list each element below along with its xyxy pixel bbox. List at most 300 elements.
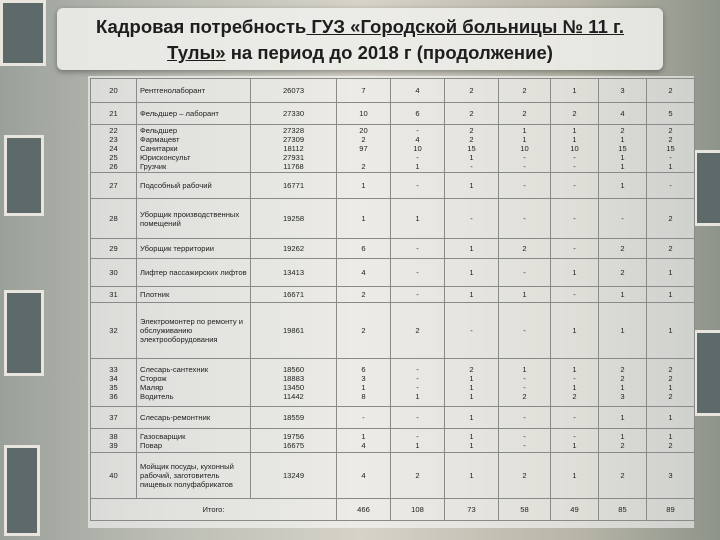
value-cell (337, 199, 391, 239)
value-cell (647, 407, 695, 429)
profession-code (251, 359, 337, 407)
row-number (91, 199, 137, 239)
cell-line: Рентгенолаборант (140, 86, 206, 95)
profession-code (251, 79, 337, 103)
cell-line: 1 (361, 181, 366, 190)
value-cell (551, 173, 599, 199)
profession-code (251, 239, 337, 259)
cell-line: Водитель (140, 391, 174, 401)
cell-line: 10 (413, 144, 422, 153)
cell-line: 1 (361, 382, 366, 392)
row-number (91, 359, 137, 407)
cell-line: 1 (469, 290, 474, 299)
cell-line: 2 (469, 126, 474, 135)
profession-name (137, 239, 251, 259)
profession-code (251, 303, 337, 359)
value-cell (445, 79, 499, 103)
cell-line: Слесарь-ремонтник (140, 413, 211, 422)
value-cell (337, 173, 391, 199)
cell-line: 18560 (282, 364, 305, 374)
cell-line: 15 (666, 144, 675, 153)
value-cell (647, 79, 695, 103)
cell-line: 29 (109, 244, 118, 253)
cell-line: 2 (620, 364, 625, 374)
cell-line: - (523, 326, 526, 335)
cell-line: 2 (361, 135, 366, 144)
value-cell (337, 407, 391, 429)
total-row (91, 499, 695, 521)
value-cell (337, 359, 391, 407)
cell-line (340, 153, 387, 162)
value-cell (337, 303, 391, 359)
total-value: 466 (337, 499, 391, 521)
cell-line: 2 (668, 135, 673, 144)
cell-line: 2 (522, 471, 527, 480)
value-cell (391, 429, 445, 453)
cell-line: Повар (140, 440, 163, 450)
cell-line: 19861 (282, 326, 305, 335)
value-cell (551, 359, 599, 407)
cell-line: 39 (109, 440, 118, 450)
cell-line: 5 (668, 109, 673, 118)
cell-line: 2 (620, 471, 625, 480)
value-cell (499, 79, 551, 103)
value-cell (499, 359, 551, 407)
cell-line: 19756 (282, 431, 305, 441)
cell-line: 6 (415, 109, 420, 118)
row-number (91, 429, 137, 453)
table-row (91, 303, 695, 359)
cell-line: - (523, 162, 526, 171)
cell-line: 7 (361, 86, 366, 95)
cell-line: 1 (572, 440, 577, 450)
profession-name (137, 259, 251, 287)
cell-line: - (573, 431, 576, 441)
cell-line: - (416, 431, 419, 441)
cell-line: Лифтер пассажирских лифтов (140, 268, 247, 277)
value-cell (647, 103, 695, 125)
cell-line: 28 (109, 214, 118, 223)
cell-line: Сторож (140, 373, 167, 383)
cell-line: 1 (469, 244, 474, 253)
cell-line: Уборщик производственных помещений (140, 209, 240, 228)
cell-line: - (669, 153, 672, 162)
cell-line: 1 (668, 162, 673, 171)
cell-line: 2 (522, 391, 527, 401)
value-cell (391, 287, 445, 303)
profession-name (137, 359, 251, 407)
cell-line: - (470, 162, 473, 171)
value-cell (647, 303, 695, 359)
cell-line: Фельдшер (140, 126, 178, 135)
value-cell (337, 429, 391, 453)
cell-line: 2 (522, 109, 527, 118)
table-row (91, 359, 695, 407)
profession-name (137, 103, 251, 125)
cell-line: 2 (620, 440, 625, 450)
value-cell (499, 407, 551, 429)
value-cell (599, 429, 647, 453)
cell-line: 2 (668, 440, 673, 450)
profession-name (137, 173, 251, 199)
cell-line: 1 (469, 153, 474, 162)
total-value: 85 (599, 499, 647, 521)
cell-line: 2 (361, 162, 366, 171)
cell-line: 1 (620, 431, 625, 441)
title-line2-underlined: Тулы» (167, 42, 226, 63)
value-cell (337, 103, 391, 125)
cell-line: - (416, 153, 419, 162)
cell-line: 13450 (282, 382, 305, 392)
cell-line: 4 (361, 471, 366, 480)
value-cell (445, 125, 499, 173)
cell-line: 1 (620, 382, 625, 392)
profession-name (137, 125, 251, 173)
cell-line: 32 (109, 326, 118, 335)
cell-line: 6 (361, 364, 366, 374)
row-number (91, 79, 137, 103)
cell-line: 18559 (282, 413, 305, 422)
table-row (91, 173, 695, 199)
value-cell (445, 453, 499, 499)
cell-line: 20 (359, 126, 368, 135)
profession-code (251, 173, 337, 199)
value-cell (599, 239, 647, 259)
cell-line: - (523, 268, 526, 277)
value-cell (551, 287, 599, 303)
cell-line: 2 (668, 214, 673, 223)
cell-line: 4 (361, 268, 366, 277)
cell-line: - (573, 290, 576, 299)
cell-line: 3 (620, 86, 625, 95)
profession-name (137, 453, 251, 499)
value-cell (445, 259, 499, 287)
cell-line: 1 (469, 391, 474, 401)
value-cell (551, 79, 599, 103)
cell-line: 1 (668, 290, 673, 299)
table-row (91, 199, 695, 239)
cell-line: 2 (415, 326, 420, 335)
value-cell (499, 125, 551, 173)
cell-line: 2 (620, 373, 625, 383)
value-cell (551, 259, 599, 287)
value-cell (445, 407, 499, 429)
value-cell (391, 103, 445, 125)
profession-code (251, 429, 337, 453)
cell-line: 1 (415, 391, 420, 401)
row-number (91, 103, 137, 125)
value-cell (337, 125, 391, 173)
cell-line: 13413 (282, 268, 305, 277)
value-cell (599, 453, 647, 499)
table-row (91, 259, 695, 287)
cell-line: Слесарь-сантехник (140, 364, 209, 374)
value-cell (445, 303, 499, 359)
cell-line: 2 (668, 391, 673, 401)
row-number (91, 239, 137, 259)
cell-line: 21 (109, 109, 118, 118)
cell-line: 2 (668, 373, 673, 383)
value-cell (551, 407, 599, 429)
value-cell (647, 199, 695, 239)
cell-line: 3 (620, 391, 625, 401)
cell-line: 27 (109, 181, 118, 190)
cell-line: 16771 (282, 181, 305, 190)
cell-line: 35 (109, 382, 118, 392)
value-cell (445, 239, 499, 259)
cell-line: 37 (109, 413, 118, 422)
cell-line: - (523, 413, 526, 422)
cell-line: - (470, 214, 473, 223)
value-cell (599, 79, 647, 103)
cell-line: 1 (620, 181, 625, 190)
cell-line: 2 (469, 86, 474, 95)
cell-line: - (416, 181, 419, 190)
value-cell (499, 173, 551, 199)
value-cell (337, 239, 391, 259)
cell-line: 26073 (282, 86, 305, 95)
value-cell (445, 173, 499, 199)
cell-line: - (523, 153, 526, 162)
value-cell (599, 173, 647, 199)
profession-name (137, 79, 251, 103)
cell-line: Плотник (140, 290, 170, 299)
cell-line: - (416, 268, 419, 277)
value-cell (599, 103, 647, 125)
value-cell (445, 287, 499, 303)
cell-line: 27330 (282, 109, 305, 118)
cell-line: 10 (570, 144, 579, 153)
table-row (91, 429, 695, 453)
cell-line: 19262 (282, 244, 305, 253)
cell-line: 1 (620, 413, 625, 422)
cell-line: 10 (359, 109, 368, 118)
value-cell (337, 453, 391, 499)
cell-line: 22 (109, 126, 118, 135)
value-cell (599, 407, 647, 429)
profession-name (137, 407, 251, 429)
cell-line: 1 (469, 382, 474, 392)
cell-line: 1 (572, 135, 577, 144)
cell-line: 1 (522, 290, 527, 299)
total-label: Итого: (91, 499, 337, 521)
value-cell (599, 125, 647, 173)
table-row (91, 125, 695, 173)
cell-line: Подсобный рабочий (140, 181, 212, 190)
value-cell (391, 407, 445, 429)
cell-line: Уборщик территории (140, 244, 215, 253)
cell-line: 2 (522, 244, 527, 253)
cell-line: Фельдшер – лаборант (140, 109, 219, 118)
value-cell (391, 125, 445, 173)
cell-line: 2 (361, 326, 366, 335)
cell-line: 1 (469, 181, 474, 190)
cell-line: 24 (109, 144, 118, 153)
value-cell (499, 239, 551, 259)
cell-line: Фармацевт (140, 135, 180, 144)
value-cell (599, 259, 647, 287)
cell-line: Электромонтер по ремонту и обслуживанию электрооборудования (140, 317, 244, 344)
value-cell (599, 199, 647, 239)
cell-line: 2 (361, 290, 366, 299)
value-cell (599, 287, 647, 303)
value-cell (445, 359, 499, 407)
cell-line: 1 (620, 162, 625, 171)
cell-line: - (416, 126, 419, 135)
profession-code (251, 125, 337, 173)
cell-line: 1 (668, 326, 673, 335)
cell-line: - (416, 244, 419, 253)
cell-line: 4 (415, 135, 420, 144)
cell-line: 2 (469, 109, 474, 118)
cell-line: - (573, 162, 576, 171)
cell-line: 1 (620, 290, 625, 299)
cell-line: Юрисконсульт (140, 153, 191, 162)
cell-line: 4 (620, 109, 625, 118)
value-cell (337, 259, 391, 287)
total-value: 73 (445, 499, 499, 521)
value-cell (337, 79, 391, 103)
cell-line: 20 (109, 86, 118, 95)
value-cell (551, 239, 599, 259)
row-number (91, 407, 137, 429)
value-cell (445, 199, 499, 239)
total-value: 108 (391, 499, 445, 521)
cell-line: 2 (572, 109, 577, 118)
cell-line: 27328 (282, 126, 305, 135)
table-row (91, 103, 695, 125)
value-cell (647, 239, 695, 259)
cell-line: - (621, 214, 624, 223)
cell-line: 1 (469, 431, 474, 441)
profession-code (251, 407, 337, 429)
cell-line: - (362, 413, 365, 422)
cell-line: 1 (620, 326, 625, 335)
cell-line: 3 (361, 373, 366, 383)
cell-line: 4 (361, 440, 366, 450)
cell-line: - (416, 290, 419, 299)
cell-line: - (416, 364, 419, 374)
cell-line: 1 (668, 413, 673, 422)
cell-line: 26 (109, 162, 118, 171)
cell-line: 97 (359, 144, 368, 153)
value-cell (499, 429, 551, 453)
cell-line: 16671 (282, 290, 305, 299)
cell-line: - (523, 431, 526, 441)
table-row (91, 453, 695, 499)
cell-line: 2 (668, 364, 673, 374)
cell-line: - (470, 326, 473, 335)
cell-line: 11768 (283, 162, 304, 171)
value-cell (391, 239, 445, 259)
cell-line: Газосварщик (140, 431, 186, 441)
row-number (91, 173, 137, 199)
cell-line: 36 (109, 391, 118, 401)
cell-line: 1 (469, 471, 474, 480)
cell-line: 2 (469, 364, 474, 374)
value-cell (551, 125, 599, 173)
profession-code (251, 287, 337, 303)
cell-line: 1 (469, 268, 474, 277)
cell-line: 4 (415, 86, 420, 95)
cell-line: - (416, 373, 419, 383)
cell-line: 1 (620, 135, 625, 144)
value-cell (551, 199, 599, 239)
value-cell (499, 453, 551, 499)
cell-line: - (669, 181, 672, 190)
cell-line: 30 (109, 268, 118, 277)
profession-code (251, 453, 337, 499)
table-row (91, 79, 695, 103)
value-cell (391, 79, 445, 103)
profession-name (137, 429, 251, 453)
cell-line: Грузчик (140, 162, 167, 171)
value-cell (647, 259, 695, 287)
cell-line: 33 (109, 364, 118, 374)
value-cell (647, 429, 695, 453)
cell-line: 1 (361, 431, 366, 441)
cell-line: 1 (522, 364, 527, 374)
cell-line: Санитарки (140, 144, 178, 153)
cell-line: - (573, 244, 576, 253)
cell-line: - (523, 181, 526, 190)
cell-line: 23 (109, 135, 118, 144)
value-cell (647, 173, 695, 199)
profession-code (251, 259, 337, 287)
profession-name (137, 303, 251, 359)
cell-line: 27309 (282, 135, 305, 144)
total-value: 89 (647, 499, 695, 521)
cell-line: 19258 (282, 214, 305, 223)
value-cell (445, 429, 499, 453)
staffing-table (90, 78, 695, 521)
row-number (91, 125, 137, 173)
cell-line: 31 (109, 290, 118, 299)
value-cell (391, 259, 445, 287)
value-cell (551, 453, 599, 499)
value-cell (499, 103, 551, 125)
profession-name (137, 287, 251, 303)
row-number (91, 453, 137, 499)
cell-line: 1 (668, 382, 673, 392)
value-cell (551, 303, 599, 359)
title-line1-pre: Кадровая потребность (95, 16, 307, 37)
cell-line: 3 (668, 471, 673, 480)
value-cell (391, 173, 445, 199)
value-cell (337, 287, 391, 303)
table-row (91, 407, 695, 429)
cell-line: 40 (109, 471, 118, 480)
cell-line: - (573, 413, 576, 422)
value-cell (391, 303, 445, 359)
cell-line: 34 (109, 373, 118, 383)
value-cell (551, 429, 599, 453)
cell-line: 1 (572, 326, 577, 335)
table-row (91, 239, 695, 259)
cell-line: 16675 (282, 440, 305, 450)
cell-line: Мойщик посуды, кухонный рабочий, заготовитель пищевых полуфабрикатов (140, 462, 234, 489)
cell-line: - (416, 382, 419, 392)
value-cell (499, 287, 551, 303)
cell-line: 1 (415, 440, 420, 450)
cell-line: - (416, 413, 419, 422)
cell-line: 1 (415, 162, 420, 171)
value-cell (499, 259, 551, 287)
cell-line: 1 (469, 440, 474, 450)
cell-line: 1 (361, 214, 366, 223)
title-line2-post: на период до 2018 г (продолжение) (225, 42, 553, 63)
slide-title (57, 8, 663, 70)
